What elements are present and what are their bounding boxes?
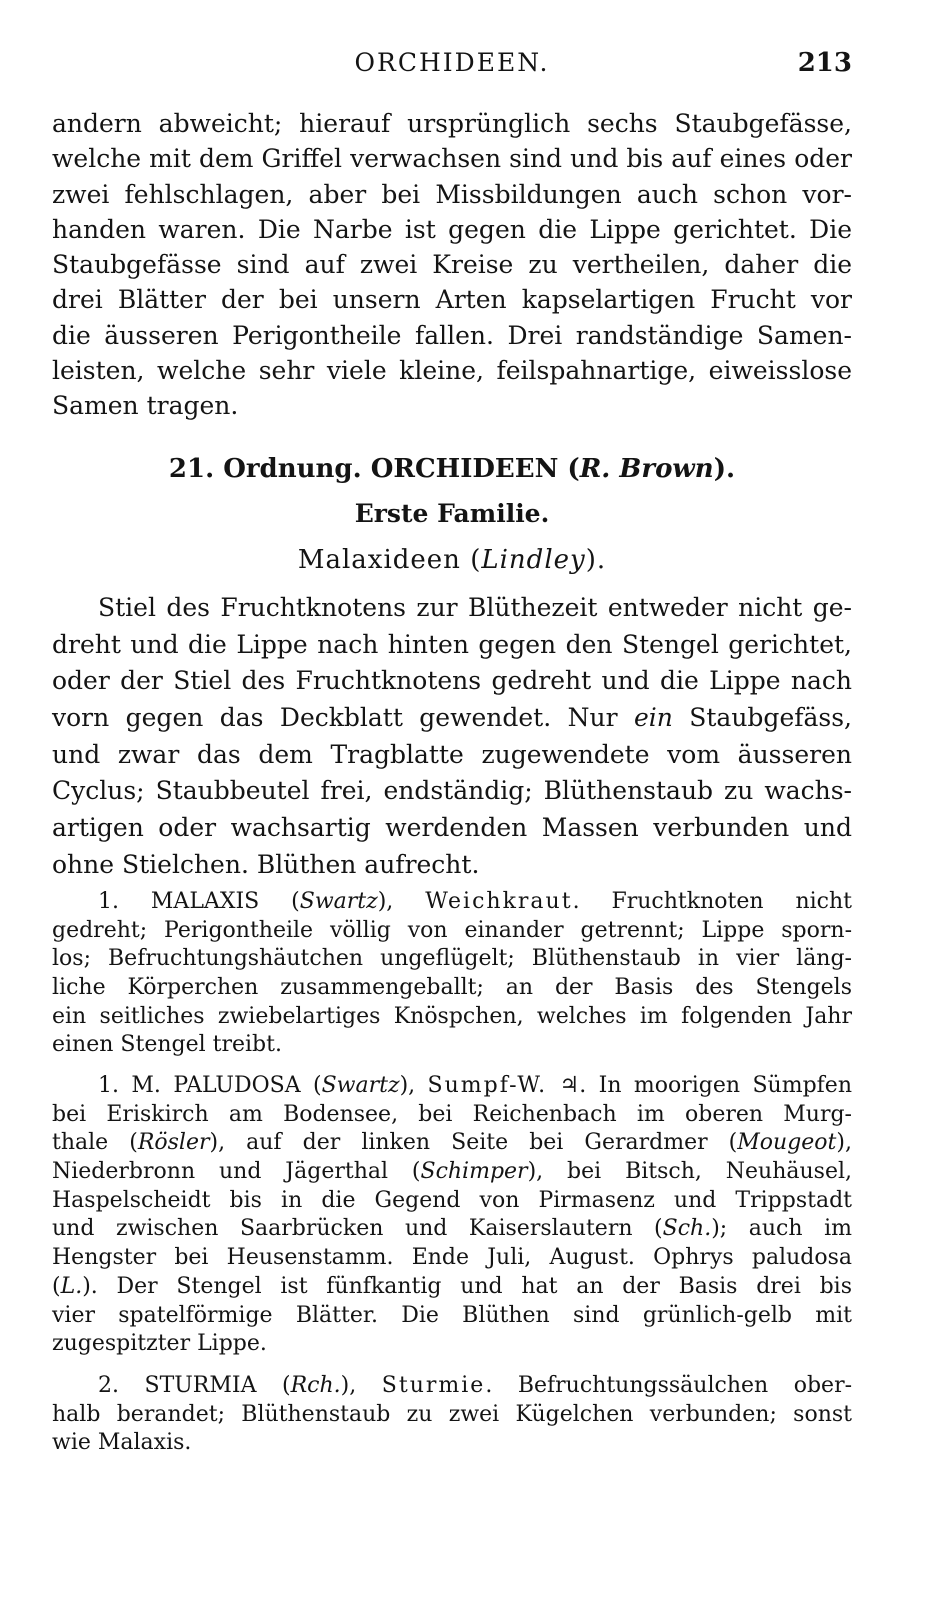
text-line: Samen tragen. <box>52 391 239 421</box>
subfamily-author: Lindley <box>481 545 586 575</box>
species-name: PALUDOSA <box>173 1073 301 1098</box>
running-title: ORCHIDEEN. <box>354 48 550 77</box>
text-run: ), <box>377 889 426 914</box>
text-line: handen waren. Die Narbe ist gegen die Lippe gerichtet. Die <box>52 214 852 244</box>
text-line: Cyclus; Staubbeutel frei, endständig; Blüthenstaub zu wachs- <box>52 776 852 806</box>
text-line: vier spatelförmige Blätter. Die Blüthen sind grünlich-gelb mit <box>52 1302 852 1328</box>
text-line: dreht und die Lippe nach hinten gegen den Stengel gerichtet, <box>52 629 852 659</box>
text-line: artigen oder wachsartig werdenden Massen verbunden und <box>52 813 852 843</box>
text-run: . Fruchtknoten nicht <box>572 889 852 914</box>
order-heading <box>52 453 852 485</box>
text-line <box>52 1273 852 1302</box>
order-heading-suffix: ). <box>713 454 736 484</box>
text-line: und zwar das dem Tragblatte zugewendete vom äusseren <box>52 739 852 769</box>
text-line: andern abweicht; hierauf ursprünglich sechs Staubgefässe, <box>52 109 852 138</box>
text-line: Stiel des Fruchtknotens zur Blüthezeit entweder nicht ge- <box>98 593 852 622</box>
text-line <box>52 888 852 917</box>
text-line: gedreht; Perigontheile völlig von einander getrennt; Lippe sporn- <box>52 917 852 943</box>
subfamily-suffix: ). <box>585 545 607 575</box>
text-line: ohne Stielchen. Blüthen aufrecht. <box>52 849 480 879</box>
species-author: Swartz <box>321 1073 400 1098</box>
genus-author: Rch. <box>290 1373 341 1398</box>
text-line <box>52 1158 852 1187</box>
subfamily-name: Malaxideen ( <box>297 545 482 575</box>
text-line <box>52 1129 852 1158</box>
family-description <box>52 590 852 884</box>
text-line: die äusseren Perigontheile fallen. Drei randständige Samen- <box>52 320 852 350</box>
text-run: ), <box>399 1073 428 1098</box>
text-line: einen Stengel treibt. <box>52 1032 282 1058</box>
text-line <box>52 1372 852 1401</box>
text-run: ), bei Bitsch, Neuhäusel, <box>527 1159 853 1185</box>
text-line <box>52 700 852 737</box>
text-line: zugespitzter Lippe. <box>52 1331 267 1357</box>
collector-name: Rösler <box>137 1130 210 1156</box>
text-run: ); auch im <box>711 1216 853 1242</box>
text-run: . Befruchtungssäulchen ober- <box>485 1373 853 1398</box>
genus-author: Swartz <box>299 889 378 914</box>
collector-name: Schimper <box>420 1159 528 1185</box>
order-heading-text: 21. Ordnung. ORCHIDEEN ( <box>168 454 580 484</box>
genus-number-name: 2. STURMIA ( <box>98 1373 291 1398</box>
page-number: 213 <box>797 48 852 78</box>
common-name: Sturmie <box>381 1373 486 1398</box>
text-line: oder der Stiel des Fruchtknotens gedreht und die Lippe nach <box>52 666 852 696</box>
emphasis: ein <box>633 703 673 733</box>
text-line <box>52 1215 852 1244</box>
text-run: ♃. In moorigen Sümpfen <box>547 1073 852 1098</box>
text-run: und zwischen Saarbrücken und Kaiserslautern ( <box>52 1216 663 1242</box>
text-run: vorn gegen das Deckblatt gewendet. Nur <box>52 703 634 733</box>
genus-entry-malaxis <box>52 888 852 1060</box>
collector-name: Mougeot <box>737 1130 837 1156</box>
text-line: ein seitliches zwiebelartiges Knöspchen, welches im folgenden Jahr <box>52 1003 852 1029</box>
common-name: Weichkraut <box>425 889 573 914</box>
text-line: liche Körperchen zusammengeballt; an der Basis des Stengels <box>52 975 852 1001</box>
collector-name: Sch. <box>662 1216 712 1242</box>
text-line: bei Eriskirch am Bodensee, bei Reichenbach im oberen Murg- <box>52 1101 852 1127</box>
paragraph-continuation <box>52 106 852 424</box>
text-line: wie Malaxis. <box>52 1430 192 1456</box>
text-line: drei Blätter der bei unsern Arten kapselartigen Frucht vor <box>52 285 852 315</box>
text-line: los; Befruchtungshäutchen ungeflügelt; Blüthenstaub in vier läng- <box>52 946 852 972</box>
text-line: Haspelscheidt bis in die Gegend von Pirmasenz und Trippstadt <box>52 1187 852 1213</box>
text-line: welche mit dem Griffel verwachsen sind und bis auf eines oder <box>52 144 852 174</box>
page-header <box>52 48 852 84</box>
text-run: ( <box>52 1273 61 1299</box>
text-line: Hengster bei Heusenstamm. Ende Juli, August. Ophrys paludosa <box>52 1245 852 1271</box>
family-heading: Erste Familie. <box>354 499 550 528</box>
species-entry-paludosa <box>52 1072 852 1359</box>
genus-entry-sturmia <box>52 1372 852 1458</box>
text-run: Staubgefäss, <box>672 703 852 733</box>
subfamily-heading <box>52 544 852 576</box>
order-heading-author: R. Brown <box>579 454 714 484</box>
text-line: zwei fehlschlagen, aber bei Missbildungen auch schon vor- <box>52 179 852 209</box>
text-run: Niederbronn und Jägerthal ( <box>52 1159 421 1185</box>
species-number: 1. M. <box>98 1073 174 1098</box>
text-line: Staubgefässe sind auf zwei Kreise zu vertheilen, daher die <box>52 250 852 280</box>
text-line: leisten, welche sehr viele kleine, feilspahnartige, eiweisslose <box>52 356 852 386</box>
text-run: ), <box>836 1130 852 1156</box>
text-line <box>52 1072 852 1101</box>
common-name: Sumpf-W. <box>427 1073 548 1098</box>
text-line: halb berandet; Blüthenstaub zu zwei Kügelchen verbunden; sonst <box>52 1401 852 1427</box>
text-run: ). Der Stengel ist fünfkantig und hat an der Basis drei bis <box>82 1273 852 1299</box>
collector-name: L. <box>60 1273 83 1299</box>
text-run: thale ( <box>52 1130 138 1156</box>
text-run: ), <box>340 1373 382 1398</box>
text-run: ), auf der linken Seite bei Gerardmer ( <box>209 1130 738 1156</box>
genus-number-name: 1. MALAXIS ( <box>98 889 300 914</box>
text-run: ( <box>300 1073 322 1098</box>
